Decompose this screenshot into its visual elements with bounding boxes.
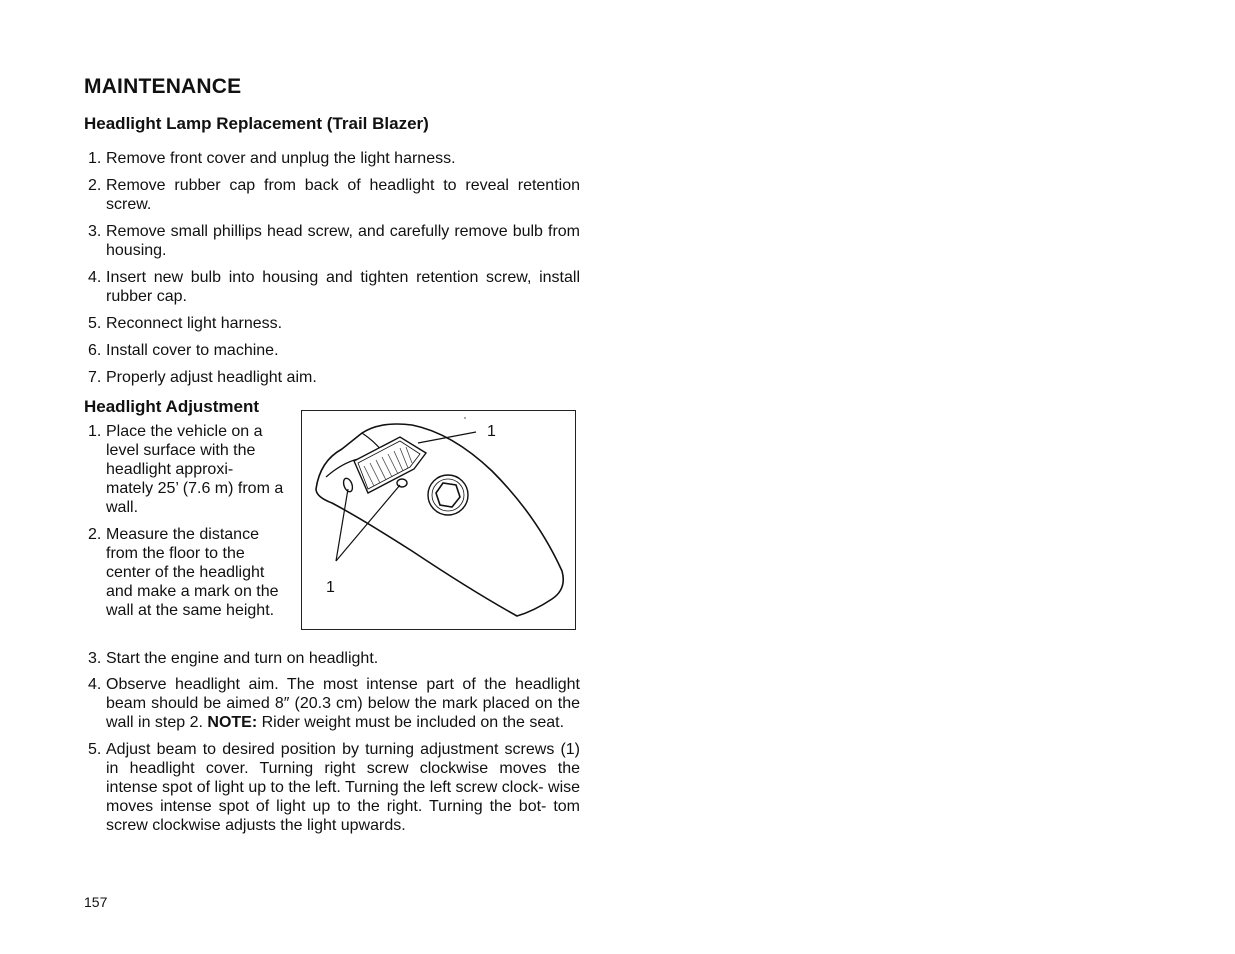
adjustment-steps-top	[84, 422, 284, 620]
step-number: 5.	[88, 315, 102, 332]
step-number: 7.	[88, 369, 102, 386]
step-number: 2.	[88, 177, 102, 194]
list-item	[84, 649, 580, 668]
step-number: 2.	[88, 526, 102, 543]
step-number: 6.	[88, 342, 102, 359]
step-text: Reconnect light harness.	[106, 315, 283, 332]
callout-label: 1	[487, 423, 496, 440]
note-label: NOTE:	[207, 714, 258, 731]
step-number: 5.	[88, 741, 102, 758]
step-number: 3.	[88, 650, 102, 667]
step-number: 1.	[88, 423, 102, 440]
headlight-cover-illustration	[302, 411, 575, 629]
list-item	[84, 740, 580, 835]
step-text	[106, 675, 580, 732]
step-text: Adjust beam to desired position by turning adjustment screws (1) in headlight cover. Turning right screw clockwise moves the intense spot of light up to the left. Turning the left screw clock- wise moves intense spot of light up to the right. Turning the bot- tom screw clockwise adjusts the light upwards.	[106, 741, 581, 834]
step-number: 4.	[88, 676, 102, 693]
page-number: 157	[84, 894, 108, 910]
list-item	[84, 525, 284, 620]
list-item	[84, 268, 580, 306]
step-text-part: Observe headlight aim. The most intense part of the headlight beam should be aimed 8″ (20.3 cm) below the mark placed on the wall in step 2.	[106, 676, 580, 731]
step-text: Remove front cover and unplug the light harness.	[106, 150, 456, 167]
headlight-figure	[301, 410, 576, 630]
step-text: Start the engine and turn on headlight.	[106, 650, 379, 667]
step-text: Measure the distance from the floor to the center of the headlight and make a mark on the wall at the same height.	[106, 526, 279, 619]
step-text-part: Rider weight must be included on the seat.	[261, 714, 565, 731]
lamp-replacement-steps	[84, 149, 580, 387]
list-item	[84, 341, 580, 360]
adjustment-steps-bottom	[84, 649, 580, 835]
page-title: MAINTENANCE	[84, 75, 242, 98]
step-number: 3.	[88, 223, 102, 240]
list-item	[84, 176, 580, 214]
lamp-replacement-heading: Headlight Lamp Replacement (Trail Blazer)	[84, 114, 429, 133]
step-text: Properly adjust headlight aim.	[106, 369, 317, 386]
step-text: Install cover to machine.	[106, 342, 279, 359]
callout-label: 1	[326, 579, 335, 596]
headlight-adjustment-heading: Headlight Adjustment	[84, 397, 260, 416]
step-text: Insert new bulb into housing and tighten retention screw, install rubber cap.	[106, 269, 580, 305]
list-item	[84, 222, 580, 260]
step-number: 1.	[88, 150, 102, 167]
step-text: Remove rubber cap from back of headlight to reveal retention screw.	[106, 177, 580, 213]
step-text: Remove small phillips head screw, and carefully remove bulb from housing.	[106, 223, 580, 259]
step-number: 4.	[88, 269, 102, 286]
list-item	[84, 149, 580, 168]
step-text: Place the vehicle on a level surface with the headlight approxi- mately 25’ (7.6 m) from a wall.	[106, 423, 284, 516]
list-item	[84, 422, 284, 517]
list-item	[84, 368, 580, 387]
list-item	[84, 314, 580, 333]
list-item	[84, 675, 580, 732]
